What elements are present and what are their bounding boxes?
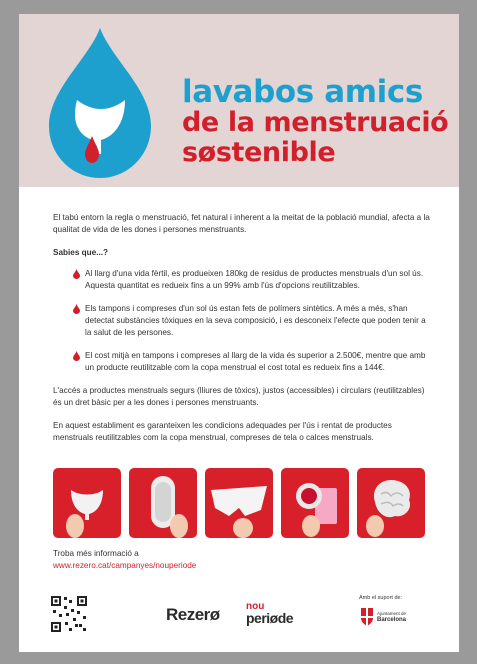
access-paragraph: L'accés a productes menstruals segurs (lliures de tòxics), justos (accessibles) i circulars (reutilitzables) és un dret bàsic per a les dones i persones menstruants. bbox=[53, 386, 425, 407]
red-drop-icon bbox=[73, 269, 80, 279]
product-photos bbox=[53, 468, 425, 538]
photo-menstrual-underwear bbox=[205, 468, 273, 538]
fact-bullet bbox=[73, 350, 433, 374]
barcelona-line1: Ajuntament de bbox=[377, 611, 407, 616]
menstrual-underwear-icon bbox=[205, 468, 273, 538]
poster bbox=[19, 14, 459, 652]
nouperiode-logo bbox=[246, 601, 306, 631]
title-line-3: søstenible bbox=[182, 137, 336, 168]
cloth-pad-icon bbox=[129, 468, 197, 538]
sterilizer-icon bbox=[281, 468, 349, 538]
establishment-paragraph: En aquest establiment es garanteixen les condicions adequades per l'ús i rentat de productes menstruals reutilitzables com la copa menstrual, compreses de tela o calces menstruals. bbox=[53, 421, 392, 442]
barcelona-logo bbox=[361, 607, 421, 629]
title-line-1: lavabos amics bbox=[182, 74, 423, 110]
red-drop-icon bbox=[73, 304, 80, 314]
sabies-heading: Sabies que...? bbox=[53, 248, 109, 257]
menstrual-cup-icon bbox=[53, 468, 121, 538]
fact-bullet bbox=[73, 303, 433, 339]
fact-text: Els tampons i compreses d'un sol ús estan fets de polímers sintètics. A més a més, s'han detectat substàncies tòxiques en la seva composició, i es desconeix l'efecte que poden tenir a la salut de les persones. bbox=[85, 304, 426, 337]
support-label: Amb el suport de: bbox=[359, 595, 403, 601]
rezero-logo: Rezerø bbox=[166, 605, 220, 624]
brain-icon bbox=[357, 468, 425, 538]
fact-text: Al llarg d'una vida fèrtil, es produeixen 180kg de residus de productes menstruals d'un sol ús. Aquesta quantitat es redueix fins a un 99% amb l'ús d'opcions reutilitzables. bbox=[85, 269, 424, 290]
photo-sterilizer bbox=[281, 468, 349, 538]
intro-paragraph: El tabú entorn la regla o menstruació, fet natural i inherent a la meitat de la població mundial, afecta a la qualitat de vida de les dones i persones menstruants. bbox=[53, 213, 430, 234]
fact-text: El cost mitjà en tampons i compreses al llarg de la vida és superior a 2.500€, mentre que amb un producte reutilitzable com la copa menstrual el cost total es redueix fins a 144€. bbox=[85, 351, 426, 372]
qr-code-icon[interactable] bbox=[49, 594, 89, 634]
photo-cloth-pad bbox=[129, 468, 197, 538]
campaign-link[interactable]: www.rezero.cat/campanyes/nouperiode bbox=[53, 561, 197, 570]
nouperiode-nou: nou bbox=[246, 601, 265, 612]
more-info-text: Troba més informació a bbox=[53, 549, 139, 558]
barcelona-shield-icon bbox=[361, 608, 373, 626]
nouperiode-periode: periøde bbox=[246, 610, 294, 626]
photo-brain bbox=[357, 468, 425, 538]
fact-bullet bbox=[73, 268, 433, 292]
title-line-2: de la menstruació bbox=[182, 107, 449, 138]
water-drop-cup-icon bbox=[41, 28, 159, 178]
red-drop-icon bbox=[73, 351, 80, 361]
barcelona-line2: Barcelona bbox=[377, 617, 407, 623]
body-text bbox=[53, 212, 433, 455]
photo-menstrual-cup bbox=[53, 468, 121, 538]
header bbox=[19, 14, 459, 187]
